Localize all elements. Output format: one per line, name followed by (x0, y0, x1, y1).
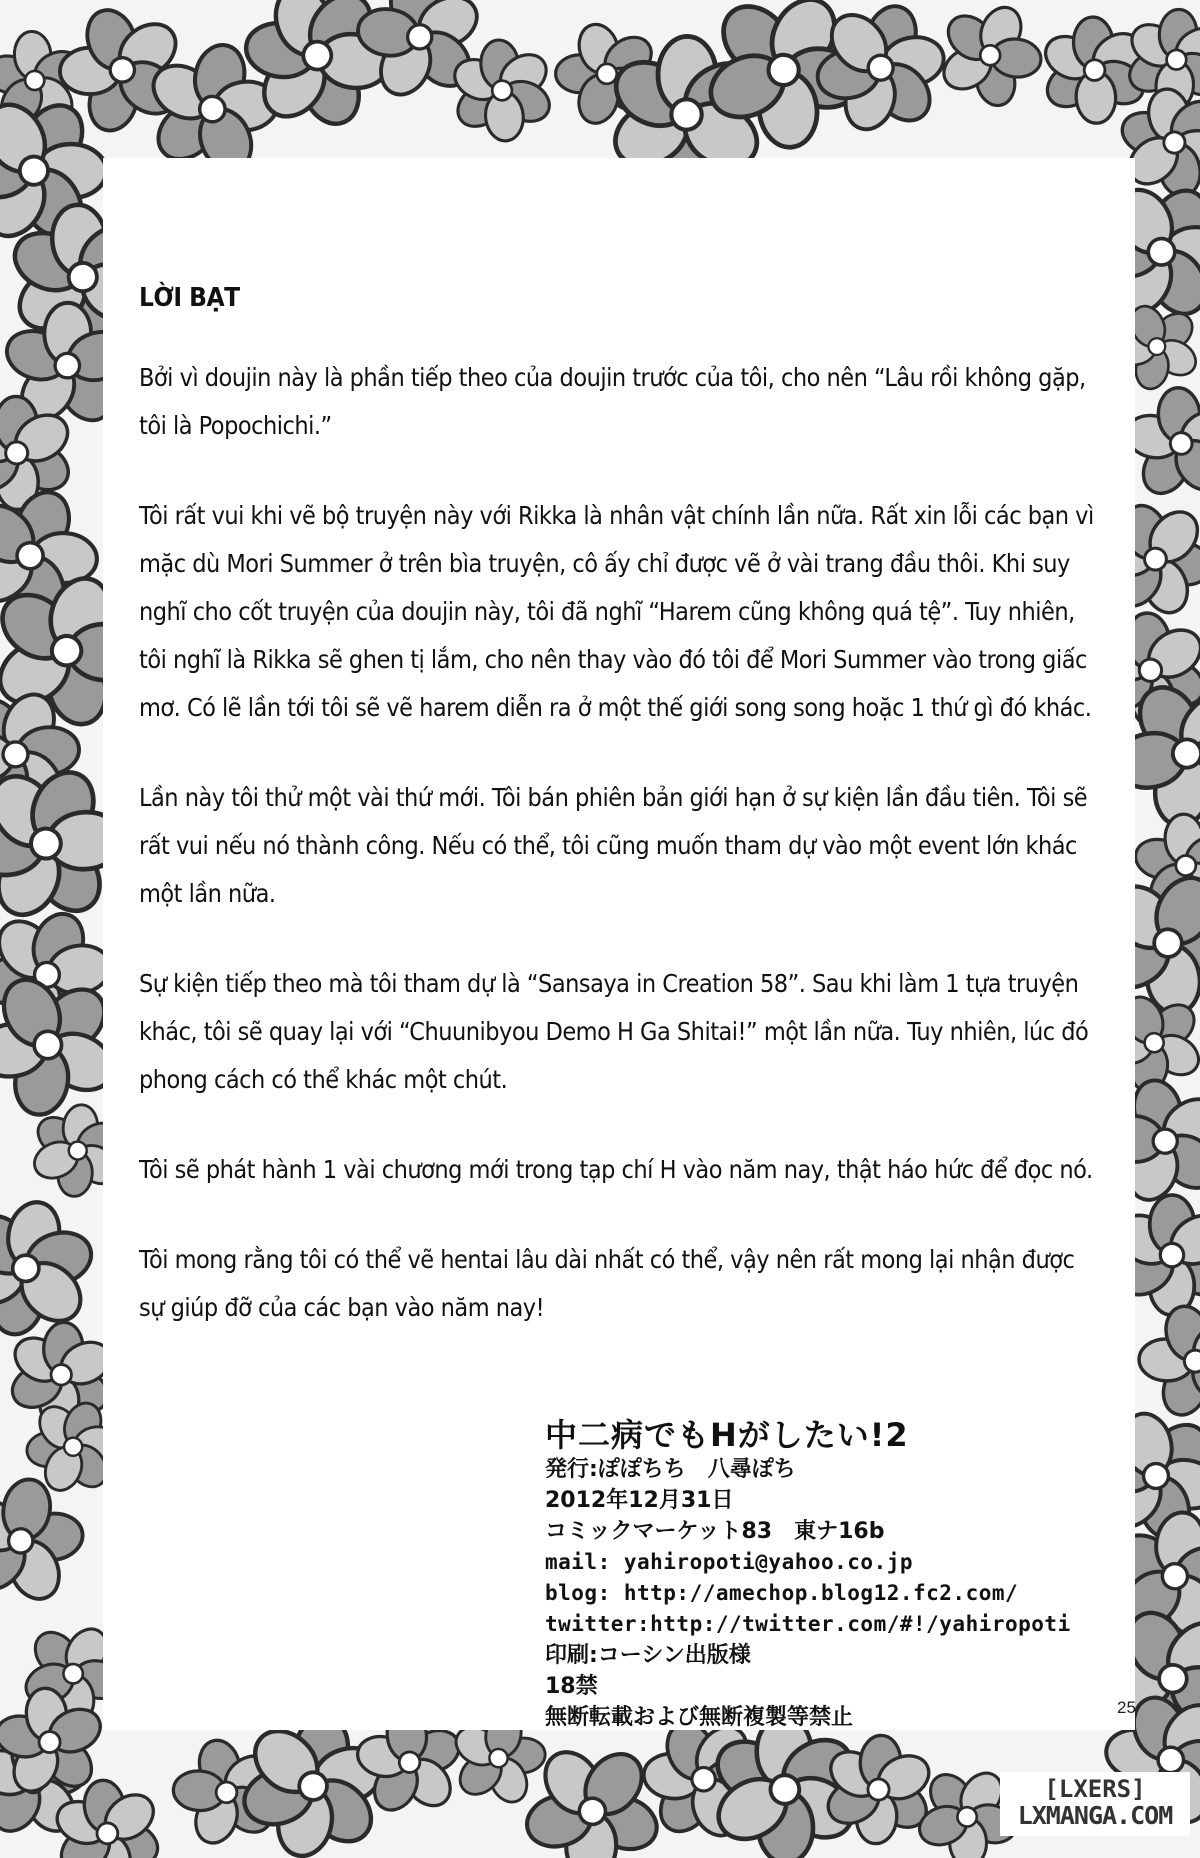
afterword-title: LỜI BẠT (139, 283, 240, 313)
afterword-paragraph-3: Lần này tôi thử một vài thứ mới. Tôi bán phiên bản giới hạn ở sự kiện lần đầu tiên. Tôi sẽ rất vui nếu nó thành công. Nếu có thể, tôi cũng muốn tham dự vào một event lớn khác một lần nữa. (139, 783, 1088, 908)
watermark (1000, 1772, 1190, 1836)
afterword-paragraph-6: Tôi mong rằng tôi có thể vẽ hentai lâu dài nhất có thể, vậy nên rất mong lại nhận được sự giúp đỡ của các bạn vào năm nay! (139, 1245, 1075, 1322)
colophon (545, 1416, 1085, 1733)
colophon-date: 2012年12月31日 (545, 1488, 734, 1513)
watermark-line-2: LXMANGA.COM (1017, 1801, 1173, 1830)
text-panel (103, 158, 1135, 1730)
colophon-printer: 印刷:コーシン出版様 (545, 1643, 751, 1668)
watermark-line-1: [LXERS] (1044, 1775, 1146, 1803)
colophon-twitter: twitter:http://twitter.com/#!/yahiropoti (545, 1612, 1071, 1636)
colophon-notice: 無断転載および無断複製等禁止 (545, 1705, 854, 1730)
colophon-title: 中二病でもHがしたい!2 (545, 1416, 909, 1454)
afterword (139, 274, 1099, 1374)
afterword-paragraph-1: Bởi vì doujin này là phần tiếp theo của doujin trước của tôi, cho nên “Lâu rồi không gặp, tôi là Popochichi.” (139, 363, 1086, 440)
page-number: 25 (1117, 1698, 1136, 1717)
colophon-blog: blog: http://amechop.blog12.fc2.com/ (545, 1581, 1019, 1605)
colophon-publisher: 発行:ぽぽちち 八尋ぽち (545, 1457, 796, 1482)
afterword-paragraph-2: Tôi rất vui khi vẽ bộ truyện này với Rikka là nhân vật chính lần nữa. Rất xin lỗi các bạn vì mặc dù Mori Summer ở trên bìa truyện, cô ấy chỉ được vẽ ở vài trang đầu thôi. Khi suy nghĩ cho cốt truyện của doujin này, tôi đã nghĩ “Harem cũng không quá tệ”. Tuy nhiên, tôi nghĩ là Rikka sẽ ghen tị lắm, cho nên thay vào đó tôi để Mori Summer vào trong giấc mơ. Có lẽ lần tới tôi sẽ vẽ harem diễn ra ở một thế giới song song hoặc 1 thứ gì đó khác. (139, 501, 1094, 722)
colophon-rating: 18禁 (545, 1674, 598, 1699)
flower-decoration (0, 1467, 91, 1614)
afterword-paragraph-5: Tôi sẽ phát hành 1 vài chương mới trong tạp chí H vào năm nay, thật háo hức để đọc nó. (139, 1155, 1093, 1184)
colophon-event: コミックマーケット83 東ナ16b (545, 1519, 885, 1544)
afterword-paragraph-4: Sự kiện tiếp theo mà tôi tham dự là “Sansaya in Creation 58”. Sau khi làm 1 tựa truyện khác, tôi sẽ quay lại với “Chuunibyou Demo H Ga Shitai!” một lần nữa. Tuy nhiên, lúc đó phong cách có thể khác một chút. (139, 969, 1089, 1094)
colophon-mail: mail: yahiropoti@yahoo.co.jp (545, 1550, 914, 1574)
